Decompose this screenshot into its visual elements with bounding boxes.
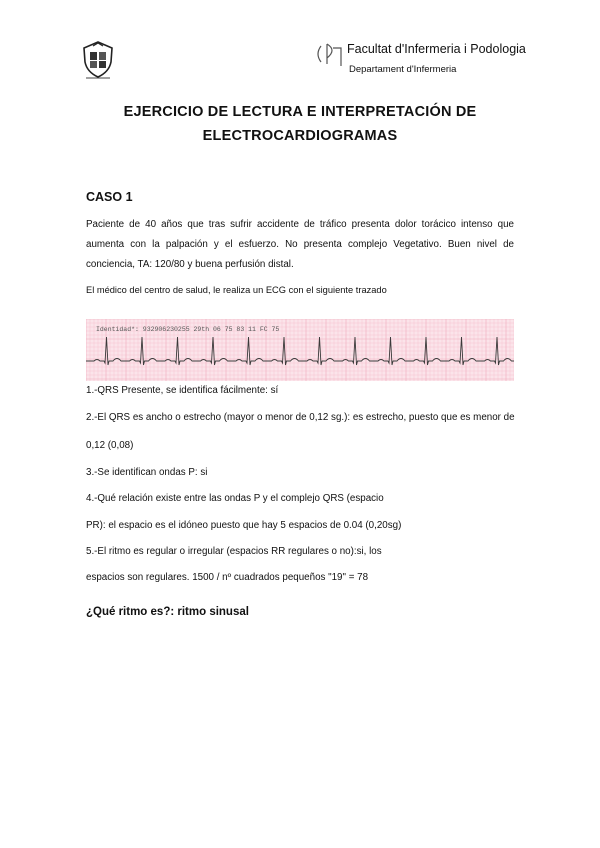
question-2-line1: 2.-El QRS es ancho o estrecho (mayor o menor de 0,12 sg.): es estrecho, puesto que es menor de (86, 412, 515, 423)
final-answer: ¿Qué ritmo es?: ritmo sinusal (86, 606, 249, 618)
university-crest-icon (78, 40, 118, 80)
question-5-line2: espacios son regulares. 1500 / nº cuadrados pequeños "19" = 78 (86, 572, 369, 583)
department-name: Departament d'Infermeria (349, 64, 457, 75)
faculty-name: Facultat d'Infermeria i Podologia (347, 42, 526, 56)
ecg-strip-image (86, 319, 514, 381)
page-title-line1: EJERCICIO DE LECTURA E INTERPRETACIÓN DE (123, 104, 477, 120)
faculty-logo (313, 40, 528, 80)
question-2-line2: 0,12 (0,08) (86, 440, 134, 451)
question-4-line2: PR): el espacio es el idóneo puesto que hay 5 espacios de 0.04 (0,20sg) (86, 520, 402, 531)
question-3: 3.-Se identifican ondas P: si (86, 467, 208, 478)
case-intro-paragraph: Paciente de 40 años que tras sufrir accidente de tráfico presenta dolor torácico intenso que aumenta con la palpación y el esfuerzo. No presenta complejo Vegetativo. Buen nivel de conciencia, TA: 120/80 y buena perfusión distal. (86, 219, 514, 270)
case-heading: CASO 1 (86, 190, 133, 204)
question-1: 1.-QRS Presente, se identifica fácilmente: sí (86, 385, 279, 396)
faculty-logo-icon (313, 40, 343, 80)
ecg-strip-label: Identidad*: 932906230255 29th 06 75 83 11 FC 75 (96, 326, 280, 333)
question-4-line1: 4.-Qué relación existe entre las ondas P y el complejo QRS (espacio (86, 493, 384, 504)
ecg-note: El médico del centro de salud, le realiza un ECG con el siguiente trazado (86, 285, 387, 295)
question-5-line1: 5.-El ritmo es regular o irregular (espacios RR regulares o no):si, los (86, 546, 382, 557)
page-title-line2: ELECTROCARDIOGRAMAS (202, 128, 398, 144)
